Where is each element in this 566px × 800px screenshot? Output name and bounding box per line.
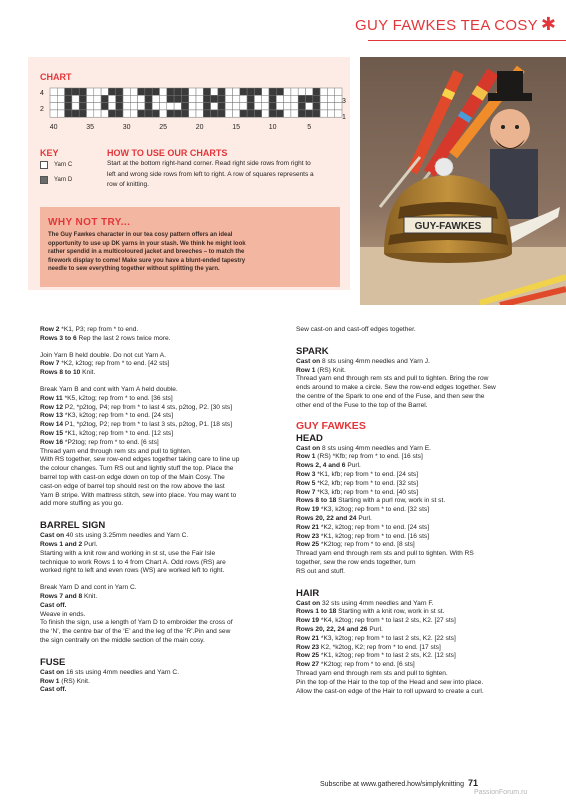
chart-cell	[130, 88, 137, 95]
why-not-try-title: WHY NOT TRY...	[48, 217, 131, 228]
chart-cell	[94, 110, 101, 117]
photo-illustration	[360, 57, 566, 305]
chart-cell	[320, 88, 327, 95]
right-column	[296, 326, 496, 696]
chart-cell	[94, 88, 101, 95]
pattern-line: Pin the top of the Hair to the top of the Head and sew into place.	[296, 678, 484, 686]
pattern-line: together, sew the row ends together, turn	[296, 558, 416, 566]
chart-cell	[65, 95, 72, 102]
chart-cell	[284, 88, 291, 95]
chart-cell	[254, 95, 261, 102]
chart-x-label: 30	[122, 124, 131, 131]
chart-cell	[218, 95, 225, 102]
chart-cell	[174, 88, 181, 95]
chart-cell	[94, 95, 101, 102]
pattern-line: Row 23 *K1, k2tog; rep from * to end. [16 sts]	[296, 532, 430, 540]
chart-cell	[160, 95, 167, 102]
pattern-line: Thread yarn end through rem sts and pull to tighten. Bring the row	[296, 375, 489, 383]
chart-cell	[240, 103, 247, 110]
chart-cell	[298, 88, 305, 95]
how-to-line: row of knitting.	[107, 181, 149, 188]
chart-cell	[320, 103, 327, 110]
chart-cell	[189, 110, 196, 117]
yarn-c-swatch	[40, 161, 48, 169]
pattern-line: ends around to make a circle. Sew the row-end edges together. Sew	[296, 384, 496, 392]
why-line: opportunity to use up DK yarns in your stash. We think he might look	[48, 240, 246, 247]
chart-cell	[65, 103, 72, 110]
chart-cell	[50, 110, 57, 117]
chart-cell	[276, 95, 283, 102]
chart-cell	[108, 95, 115, 102]
chart-cell	[203, 103, 210, 110]
chart-cell	[327, 88, 334, 95]
chart-cell	[225, 110, 232, 117]
chart-cell	[116, 88, 123, 95]
chart-cell	[138, 95, 145, 102]
watermark: PassionForum.ru	[474, 789, 528, 796]
chart-cell	[130, 103, 137, 110]
chart-cell	[196, 110, 203, 117]
pattern-line: Rows 8 to 10 Knit.	[40, 369, 96, 377]
chart-cell	[123, 88, 130, 95]
pattern-line: Row 1 (RS) Knit.	[296, 366, 346, 374]
chart-cell	[269, 95, 276, 102]
pattern-line: Row 25 *K1, k2tog; rep from * to last 2 sts, K2. [12 sts]	[296, 652, 456, 660]
pattern-line: the ‘N’, the centre bar of the ‘E’ and the leg of the ‘R’.Pin and sew	[40, 628, 231, 636]
pattern-line: With RS together, sew row-end edges together taking care to line up	[40, 456, 240, 464]
pattern-line: Sew cast-on and cast-off edges together.	[296, 326, 416, 333]
chart-cell	[57, 103, 64, 110]
chart-cell	[306, 110, 313, 117]
chart-cell	[138, 88, 145, 95]
pattern-line: Row 7 *K3, kfb; rep from * to end. [40 sts]	[296, 488, 419, 496]
chart-cell	[254, 110, 261, 117]
chart-cell	[94, 103, 101, 110]
pattern-line: technique to work Rows 1 to 4 from Chart A. Odd rows (RS) are	[40, 558, 226, 566]
chart-cell	[196, 95, 203, 102]
chart-cell	[65, 110, 72, 117]
chart-cell	[160, 88, 167, 95]
chart-cell	[57, 88, 64, 95]
key-label: KEY	[40, 148, 59, 158]
chart-cell	[254, 88, 261, 95]
pattern-line: add more stuffing as you go.	[40, 500, 124, 508]
chart-cell	[306, 103, 313, 110]
pattern-line: Row 3 *K1, kfb; rep from * to end. [24 sts]	[296, 470, 419, 478]
pattern-line: Row 11 *K5, k2tog; rep from * to end. [36 sts]	[40, 394, 173, 402]
chart-cell	[291, 110, 298, 117]
chart-cell	[225, 88, 232, 95]
chart-cell	[233, 95, 240, 102]
star-icon: ✱	[540, 14, 556, 34]
pattern-line: Thread yarn end through rem sts and pull to tighten.	[296, 669, 448, 677]
chart-cell	[87, 110, 94, 117]
yarn-c-label: Yarn C	[54, 162, 73, 168]
chart-cell	[145, 103, 152, 110]
left-column	[40, 326, 239, 695]
chart-cell	[72, 103, 79, 110]
chart-cell	[130, 110, 137, 117]
chart-cell	[167, 110, 174, 117]
key-item-yarn-d	[40, 176, 72, 184]
chart-cell	[313, 103, 320, 110]
pattern-line: cast-on edge of barrel top should rest on the row above the last	[40, 482, 225, 490]
pattern-line: Cast on 32 sts using 4mm needles and Yarn F.	[296, 599, 434, 607]
chart-cell	[196, 103, 203, 110]
pattern-line: the centre of the Spark to one end of the Fuse, and then sew the	[296, 392, 485, 400]
chart-cell	[50, 103, 57, 110]
fuse-heading: FUSE	[40, 656, 66, 668]
pattern-line: Rows 1 and 2 Purl.	[40, 540, 98, 548]
chart-grid	[50, 88, 342, 117]
row-number-left-2: 2	[40, 106, 44, 113]
chart-cell	[87, 88, 94, 95]
tea-cosy-photo	[360, 57, 566, 305]
pattern-line: Rows 8 to 18 Starting with a purl row, work in st st.	[296, 497, 446, 505]
chart-cell	[116, 95, 123, 102]
pattern-line: Yarn B stripe. With mattress stitch, sew into place. You may want to	[40, 491, 237, 499]
pattern-line: Rows 20, 22, 24 and 26 Purl.	[296, 625, 383, 633]
chart-cell	[57, 95, 64, 102]
why-not-try-text	[48, 231, 336, 274]
chart-cell	[298, 95, 305, 102]
chart-cell	[108, 110, 115, 117]
chart-cell	[160, 110, 167, 117]
chart-cell	[174, 103, 181, 110]
chart-cell	[79, 88, 86, 95]
chart-cell	[225, 103, 232, 110]
chart-cell	[174, 95, 181, 102]
chart-label: CHART	[40, 72, 72, 82]
chart-cell	[276, 103, 283, 110]
chart-cell	[306, 95, 313, 102]
chart-x-label: 20	[195, 124, 204, 131]
chart-cell	[262, 88, 269, 95]
pattern-line: worked right to left and even rows (WS) are worked left to right.	[40, 567, 225, 575]
chart-cell	[247, 103, 254, 110]
chart-cell	[87, 95, 94, 102]
chart-cell	[262, 103, 269, 110]
cosy-sign-text: GUY-FAWKES	[414, 221, 482, 232]
chart-cell	[247, 110, 254, 117]
row-number-right-1: 1	[342, 114, 346, 121]
chart-cell	[138, 103, 145, 110]
pattern-line: Row 13 *K3, k2tog; rep from * to end. [24 sts]	[40, 412, 174, 420]
pattern-line: Rows 2, 4 and 6 Purl.	[296, 462, 361, 470]
pattern-line: Row 1 (RS) Knit.	[40, 677, 90, 685]
pattern-line: RS out and stuff.	[296, 567, 345, 575]
chart-cell	[240, 88, 247, 95]
chart-x-label: 25	[159, 124, 168, 131]
chart-cell	[254, 103, 261, 110]
chart-cell	[320, 110, 327, 117]
chart-cell	[72, 95, 79, 102]
yarn-d-swatch	[40, 176, 48, 184]
chart-cell	[218, 88, 225, 95]
chart-cell	[181, 103, 188, 110]
chart-cell	[145, 88, 152, 95]
chart-cell	[203, 95, 210, 102]
chart-cell	[225, 95, 232, 102]
row-number-left-4: 4	[40, 90, 44, 97]
chart-cell	[145, 95, 152, 102]
chart-cell	[327, 95, 334, 102]
pattern-line: Cast off.	[40, 686, 67, 694]
pattern-line: Row 27 *K2tog; rep from * to end. [6 sts]	[296, 661, 415, 669]
pattern-line: Row 1 (RS) *Kfb; rep from * to end. [16 sts]	[296, 453, 423, 461]
chart-cell	[181, 95, 188, 102]
pattern-line: Cast on 40 sts using 3.25mm needles and Yarn C.	[40, 532, 189, 540]
chart-cell	[116, 110, 123, 117]
pattern-line: the sign centrally on the middle section of the main cosy.	[40, 636, 205, 644]
chart-cell	[181, 110, 188, 117]
header-rule	[368, 40, 566, 41]
chart-cell	[335, 110, 342, 117]
chart-cell	[233, 110, 240, 117]
chart-cell	[123, 103, 130, 110]
pattern-line: Cast off.	[40, 601, 67, 609]
chart-cell	[79, 95, 86, 102]
chart-x-label: 5	[307, 124, 312, 131]
chart-cell	[240, 95, 247, 102]
pattern-line: Rows 3 to 6 Rep the last 2 rows twice more.	[40, 334, 171, 342]
chart-cell	[211, 95, 218, 102]
pattern-line: Weave in ends.	[40, 610, 86, 618]
pattern-line: Row 23 K2, *k2tog, K2; rep from * to end. [17 sts]	[296, 643, 441, 651]
page-header	[0, 0, 566, 48]
chart-cell	[160, 103, 167, 110]
chart-cell	[167, 95, 174, 102]
chart-cell	[306, 88, 313, 95]
chart-cell	[269, 88, 276, 95]
chart-cell	[276, 110, 283, 117]
chart-x-label: 35	[86, 124, 95, 131]
why-line: needle to sew everything together without splitting the yarn.	[48, 266, 220, 272]
pattern-line: Cast on 8 sts using 4mm needles and Yarn J.	[296, 357, 430, 365]
chart-cell	[284, 103, 291, 110]
chart-cell	[196, 88, 203, 95]
chart-cell	[313, 95, 320, 102]
chart-cell	[233, 88, 240, 95]
pattern-line: Cast on 16 sts using 4mm needles and Yarn C.	[40, 668, 180, 676]
chart-cell	[87, 103, 94, 110]
chart-cell	[50, 95, 57, 102]
chart-cell	[101, 103, 108, 110]
row-number-right-3: 3	[342, 98, 346, 105]
chart-cell	[313, 88, 320, 95]
why-line: The Guy Fawkes character in our tea cosy pattern offers an ideal	[48, 232, 233, 238]
chart-cell	[174, 110, 181, 117]
chart-cell	[298, 110, 305, 117]
page-footer	[320, 778, 478, 788]
guy-fawkes-heading: GUY FAWKES	[296, 419, 366, 432]
pattern-line: Row 19 *K4, k2tog; rep from * to last 2 sts, K2. [27 sts]	[296, 617, 456, 625]
chart-cell	[291, 95, 298, 102]
chart-cell	[313, 110, 320, 117]
chart-cell	[240, 110, 247, 117]
chart-x-label: 15	[232, 124, 241, 131]
pattern-line: Row 25 *K2tog; rep from * to end. [8 sts]	[296, 541, 415, 549]
pattern-line: Join Yarn B held double. Do not cut Yarn A.	[40, 351, 166, 359]
chart-cell	[284, 110, 291, 117]
chart-cell	[218, 110, 225, 117]
chart-cell	[79, 110, 86, 117]
pattern-line: Row 21 *K2, k2tog; rep from * to end. [24 sts]	[296, 523, 430, 531]
head-heading: HEAD	[296, 432, 323, 444]
pattern-line: Row 7 *K2, k2tog; rep from * to end. [42 sts]	[40, 360, 170, 368]
pattern-line: Row 5 *K2, kfb; rep from * to end. [32 sts]	[296, 479, 419, 487]
pattern-line: Row 14 P1, *p2tog, P2; rep from * to last 3 sts, p2tog, P1. [18 sts]	[40, 421, 233, 429]
pattern-line: To finish the sign, use a length of Yarn D to embroider the cross of	[40, 619, 233, 627]
chart-x-label: 10	[268, 124, 277, 131]
chart-cell	[181, 88, 188, 95]
pattern-line: barrel top with cast-on edge down on top of the Main Cosy. The	[40, 473, 225, 481]
how-to-line: Start at the bottom right-hand corner. Read right side rows from right to	[107, 160, 311, 167]
chart-cell	[189, 95, 196, 102]
pattern-line: Thread yarn end through rem sts and pull to tighten. With RS	[296, 550, 474, 558]
pattern-line: Break Yarn B and cont with Yarn A held double.	[40, 385, 178, 393]
pattern-line: Allow the cast-on edge of the Hair to roll upward to create a curl.	[296, 687, 484, 695]
chart-cell	[291, 103, 298, 110]
chart-cell	[138, 110, 145, 117]
chart-cell	[65, 88, 72, 95]
chart-cell	[335, 95, 342, 102]
chart-cell	[262, 95, 269, 102]
how-to-text	[107, 159, 343, 191]
pattern-line: Row 12 P2, *p2tog, P4; rep from * to last 4 sts, p2tog, P2. [30 sts]	[40, 403, 233, 411]
pattern-line: Rows 7 and 8 Knit.	[40, 592, 98, 600]
chart-cell	[211, 110, 218, 117]
chart-cell	[335, 103, 342, 110]
chart-cell	[291, 88, 298, 95]
chart-x-label: 40	[49, 124, 58, 131]
chart-cell	[211, 88, 218, 95]
pattern-line: Row 2 *K1, P3; rep from * to end.	[40, 326, 139, 333]
why-line: firework display to come! Make sure you have a blunt-ended tapestry	[48, 257, 246, 264]
chart-cell	[262, 110, 269, 117]
chart-cell	[152, 110, 159, 117]
chart-cell	[218, 103, 225, 110]
why-not-try-box	[40, 207, 340, 287]
pattern-line: Row 19 *K3, k2tog; rep from * to end. [32 sts]	[296, 506, 430, 514]
chart-cell	[327, 110, 334, 117]
chart-cell	[189, 88, 196, 95]
why-line: rather spendid in a multicoloured jacket and breeches – to match the	[48, 249, 245, 255]
pattern-line: Rows 1 to 18 Starting with a knit row, work in st st.	[296, 608, 445, 616]
chart-cell	[145, 110, 152, 117]
pattern-line: Thread yarn end through rem sts and pull to tighten.	[40, 447, 192, 455]
chart-cell	[57, 110, 64, 117]
pattern-line: the colour changes. Turn RS out and lightly stuff the top. Place the	[40, 465, 234, 473]
chart-cell	[72, 88, 79, 95]
pattern-line: Starting with a knit row and working in st st, use the Fair Isle	[40, 549, 216, 557]
chart-cell	[284, 95, 291, 102]
chart-cell	[101, 95, 108, 102]
chart-cell	[101, 88, 108, 95]
chart-cell	[211, 103, 218, 110]
chart-cell	[247, 95, 254, 102]
chart-cell	[320, 95, 327, 102]
chart-cell	[203, 110, 210, 117]
chart-cell	[50, 88, 57, 95]
chart-cell	[123, 95, 130, 102]
chart-cell	[152, 103, 159, 110]
chart-cell	[203, 88, 210, 95]
yarn-d-label: Yarn D	[54, 177, 73, 183]
pattern-line: Row 16 *P2tog; rep from * to end. [6 sts]	[40, 438, 159, 446]
pattern-line: Cast on 8 sts using 4mm needles and Yarn E.	[296, 444, 431, 452]
chart-cell	[327, 103, 334, 110]
spark-heading: SPARK	[296, 345, 329, 357]
how-to-line: left and wrong side rows from left to right. A row of squares represents a	[107, 170, 314, 178]
chart-cell	[101, 110, 108, 117]
chart-cell	[152, 95, 159, 102]
chart-cell	[269, 110, 276, 117]
chart-cell	[116, 103, 123, 110]
chart-cell	[79, 103, 86, 110]
hair-heading: HAIR	[296, 587, 320, 599]
barrel-sign-heading: BARREL SIGN	[40, 520, 106, 532]
chart-cell	[108, 88, 115, 95]
chart-cell	[152, 88, 159, 95]
chart-cell	[276, 88, 283, 95]
pattern-line: Break Yarn D and cont in Yarn C.	[40, 584, 137, 592]
pattern-line: other end of the Fuse to the top of the Barrel.	[296, 401, 428, 409]
page-number: 71	[467, 778, 478, 788]
pattern-line: Row 15 *K1, k2tog; rep from * to end. [12 sts]	[40, 429, 174, 437]
chart-cell	[233, 103, 240, 110]
chart-cell	[335, 88, 342, 95]
chart-cell	[108, 103, 115, 110]
chart-cell	[123, 110, 130, 117]
chart-cell	[189, 103, 196, 110]
knit-chart	[36, 84, 352, 132]
chart-cell	[167, 103, 174, 110]
header-title: GUY FAWKES TEA COSY	[355, 17, 538, 34]
chart-cell	[269, 103, 276, 110]
chart-x-labels	[50, 124, 311, 131]
pattern-line: Rows 20, 22 and 24 Purl.	[296, 514, 372, 522]
how-to-title: HOW TO USE OUR CHARTS	[107, 148, 228, 158]
chart-cell	[247, 88, 254, 95]
chart-cell	[130, 95, 137, 102]
pattern-line: Row 21 *K3, k2tog; rep from * to last 2 sts, K2. [22 sts]	[296, 634, 456, 642]
key-item-yarn-c	[40, 161, 72, 169]
chart-cell	[72, 110, 79, 117]
chart-cell	[167, 88, 174, 95]
chart-cell	[298, 103, 305, 110]
subscribe-link[interactable]: Subscribe at www.gathered.how/simplyknitting	[320, 781, 464, 788]
